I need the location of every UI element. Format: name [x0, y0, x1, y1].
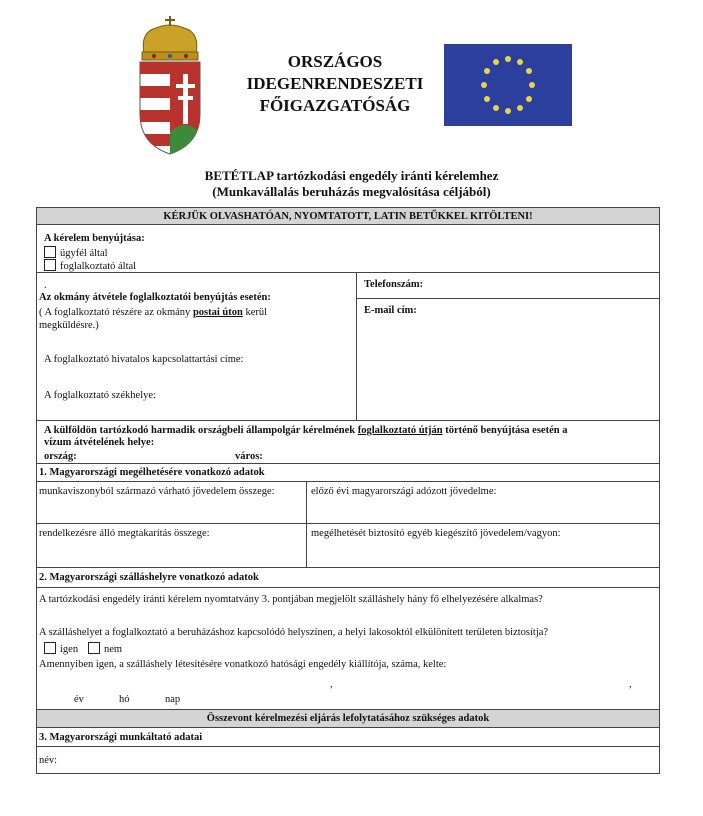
- submission-heading: A kérelem benyújtása:: [44, 233, 145, 244]
- note-text-pre: ( A foglalkoztató részére az okmány: [39, 307, 193, 318]
- abroad-line1: [44, 425, 567, 437]
- permit-comma-1: ,: [330, 679, 333, 690]
- submission-option-employer-label: foglalkoztató által: [60, 261, 137, 272]
- checkbox-client[interactable]: [44, 246, 56, 258]
- submission-option-employer[interactable]: [44, 259, 136, 273]
- section2-title: 2. Magyarországi szálláshelyre vonatkozó adatok: [39, 572, 259, 583]
- employer-pickup-heading: Az okmány átvétele foglalkoztatói benyújtás esetén:: [39, 292, 271, 303]
- form-title-line2: (Munkavállalás beruházás megvalósítása céljából): [212, 184, 491, 199]
- checkbox-employer[interactable]: [44, 259, 56, 271]
- combined-procedure-banner: [37, 710, 659, 728]
- section3-title: 3. Magyarországi munkáltató adatai: [39, 732, 203, 743]
- city-field[interactable]: város:: [235, 451, 263, 462]
- coat-of-arms-logo: [130, 14, 210, 156]
- org-name-line2: IDEGENRENDESZETI: [246, 74, 424, 93]
- email-field[interactable]: E-mail cím:: [364, 305, 417, 316]
- date-day-field[interactable]: nap: [165, 694, 181, 705]
- previous-income-field[interactable]: előző évi magyarországi adózott jövedelme:: [311, 486, 497, 497]
- instruction-banner: [37, 208, 659, 225]
- employer-pickup-note: [39, 307, 267, 319]
- permit-details-question: Amennyiben igen, a szálláshely létesítésére vonatkozó hatósági engedély kiállítója, száma, kelte:: [39, 659, 447, 670]
- option-yes-label: igen: [60, 644, 79, 655]
- accommodation-capacity-question: A tartózkodási engedély iránti kérelem nyomtatvány 3. pontjában megjelölt szálláshely hány fő elhelyezésére alkalmas?: [39, 594, 543, 605]
- date-year-field[interactable]: év: [74, 694, 84, 705]
- employer-block-dot: .: [44, 280, 47, 291]
- form-title-line1: BETÉTLAP tartózkodási engedély iránti kérelemhez: [204, 168, 499, 183]
- country-field[interactable]: ország:: [44, 451, 77, 462]
- checkbox-yes[interactable]: [44, 642, 56, 654]
- phone-field[interactable]: Telefonszám:: [364, 279, 424, 290]
- savings-field[interactable]: rendelkezésre álló megtakarítás összege:: [39, 528, 210, 539]
- accommodation-location-question: A szálláshelyet a foglalkoztató a beruházáshoz kapcsolódó helyszínen, a helyi lakosoktól elkülönített területen biztosítja?: [39, 627, 549, 638]
- permit-comma-2: ,: [629, 679, 632, 690]
- abroad-line1-post: történő benyújtása esetén a: [442, 425, 568, 436]
- combined-procedure-text: Összevont kérelmezési eljárás lefolytatásához szükséges adatok: [206, 713, 490, 724]
- employer-pickup-note-line2: megküldésre.): [39, 320, 99, 331]
- expected-income-field[interactable]: munkaviszonyból származó várható jövedelem összege:: [39, 486, 275, 497]
- note-text-post: kerül: [242, 307, 268, 318]
- section1-title: 1. Magyarországi megélhetésére vonatkozó adatok: [39, 467, 265, 478]
- abroad-via-employer: foglalkoztató útján: [357, 425, 443, 436]
- option-yes[interactable]: [44, 642, 78, 656]
- employer-seat-field[interactable]: A foglalkoztató székhelye:: [44, 390, 156, 401]
- instruction-banner-text: KÉRJÜK OLVASHATÓAN, NYOMTATOTT, LATIN BETŰKKEL KITÖLTENI!: [163, 211, 533, 222]
- option-no-label: nem: [104, 644, 123, 655]
- employer-name-field[interactable]: név:: [39, 755, 58, 766]
- eu-flag-logo: [444, 44, 572, 126]
- employer-contact-address-field[interactable]: A foglalkoztató hivatalos kapcsolattartási címe:: [44, 354, 244, 365]
- date-month-field[interactable]: hó: [119, 694, 130, 705]
- org-name-line3: FŐIGAZGATÓSÁG: [259, 96, 411, 115]
- org-name-line1: ORSZÁGOS: [287, 52, 383, 71]
- abroad-line1-pre: A külföldön tartózkodó harmadik országbeli állampolgár kérelmének: [44, 425, 358, 436]
- note-postal-way: postai úton: [192, 307, 243, 318]
- submission-option-client-label: ügyfél által: [60, 248, 108, 259]
- option-no[interactable]: [88, 642, 122, 656]
- other-income-field[interactable]: megélhetését biztosító egyéb kiegészítő jövedelem/vagyon:: [311, 528, 561, 539]
- submission-option-client[interactable]: [44, 246, 108, 260]
- checkbox-no[interactable]: [88, 642, 100, 654]
- abroad-line2: vízum átvételének helye:: [44, 437, 155, 448]
